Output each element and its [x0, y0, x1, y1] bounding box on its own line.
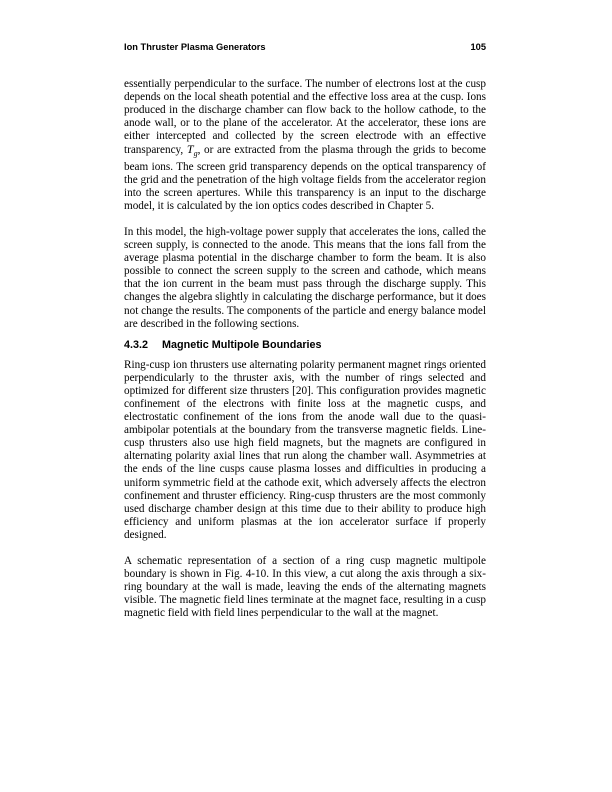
paragraph-gap	[124, 542, 486, 555]
paragraph-text: , or are extracted from the plasma through the grids to become beam ions. The screen grid transparency depends on the optical transparency of the grid and the penetration of the high voltage fields from the accelerator region into the screen apertures. While this transparency is an input to the discharge model, it is calculated by the ion optics codes described in Chapter 5.	[124, 144, 486, 212]
math-transparency-symbol	[186, 142, 198, 159]
section-title: Magnetic Multipole Boundaries	[162, 338, 322, 351]
paragraph-text: essentially perpendicular to the surface. The number of electrons lost at the cusp depends on the local sheath potential and the effective loss area at the cusp. Ions produced in the discharge chamber can flow back to the hollow cathode, to the anode wall, or to the plane of the accelerator. At the accelerator, these ions are either intercepted and collected by the screen electrode with an effective transparency,	[124, 78, 486, 157]
paragraph-ring-cusp: Ring-cusp ion thrusters use alternating polarity permanent magnet rings oriented perpendicularly to the thruster axis, with the number of rings selected and optimized for different size thrusters [20]. This configuration provides magnetic confinement of the electrons with finite loss at the magnetic cusps, and electrostatic confinement of the ions from the anode wall due to the quasi-ambipolar potentials at the boundary from the transverse magnetic fields. Line-cusp thrusters also use high field magnets, but the magnets are configured in alternating polarity axial lines that run along the chamber wall. Asymmetries at the ends of the line cusps cause plasma losses and difficulties in producing a uniform symmetric field at the cathode exit, which adversely affects the electron confinement and thruster efficiency. Ring-cusp thrusters are the most commonly used discharge chamber design at this time due to their ability to produce high efficiency and uniform plasmas at the ion accelerator surface if properly designed.	[124, 358, 486, 541]
paragraph-schematic: A schematic representation of a section of a ring cusp magnetic multipole boundary is shown in Fig. 4-10. In this view, a cut along the axis through a six-ring boundary at the wall is made, leaving the ends of the alternating magnets visible. The magnetic field lines terminate at the magnet face, resulting in a cusp magnetic field with field lines perpendicular to the wall at the magnet.	[124, 555, 486, 620]
paragraph-gap	[124, 213, 486, 226]
paragraph-screen-supply: In this model, the high-voltage power supply that accelerates the ions, called the screen supply, is connected to the anode. This means that the ions fall from the average plasma potential in the discharge chamber to form the beam. It is also possible to connect the screen supply to the screen and cathode, which means that the ion current in the beam must pass through the discharge supply. This changes the algebra slightly in calculating the discharge performance, but it does not change the results. The components of the particle and energy balance model are described in the following sections.	[124, 225, 486, 330]
section-heading	[124, 339, 486, 352]
page-number: 105	[470, 42, 486, 52]
body-text	[124, 78, 486, 620]
paragraph-cusp-losses	[124, 78, 486, 213]
running-header	[124, 42, 486, 56]
math-subscript: g	[193, 149, 198, 159]
running-title: Ion Thruster Plasma Generators	[124, 42, 266, 52]
section-number: 4.3.2	[124, 338, 149, 351]
math-symbol: T	[186, 142, 194, 157]
